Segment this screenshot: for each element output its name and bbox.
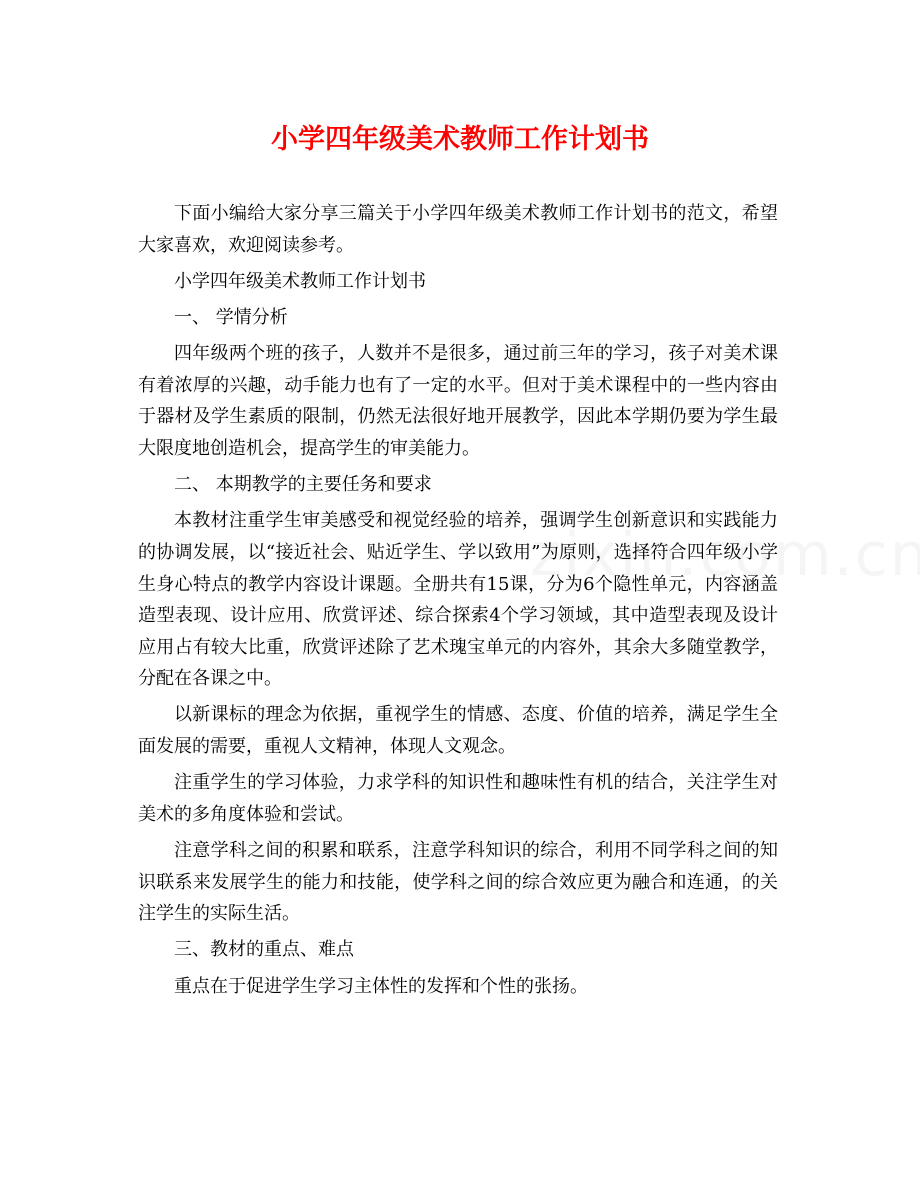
section-heading-3: 三、教材的重点、难点 [174, 939, 354, 961]
paragraph-key-points: 重点在于促进学生学习主体性的发挥和个性的张扬。 [174, 975, 588, 997]
document-body [138, 198, 778, 1007]
paragraph-curriculum: 以新课标的理念为依据，重视学生的情感、态度、价值的培养，满足学生全面发展的需要，重视人文精神，体现人文观念。 [138, 704, 778, 758]
section-heading-1: 一、 学情分析 [174, 306, 288, 328]
paragraph-interdisciplinary: 注意学科之间的积累和联系，注意学科知识的综合，利用不同学科之间的知识联系来发展学生的能力和技能，使学科之间的综合效应更为融合和连通，的关注学生的实际生活。 [138, 840, 778, 925]
intro-paragraph: 下面小编给大家分享三篇关于小学四年级美术教师工作计划书的范文，希望大家喜欢，欢迎阅读参考。 [138, 203, 778, 256]
paragraph-student-analysis: 四年级两个班的孩子，人数并不是很多，通过前三年的学习，孩子对美术课有着浓厚的兴趣，动手能力也有了一定的水平。但对于美术课程中的一些内容由于器材及学生素质的限制，仍然无法很好地开展教学，因此本学期仍要为学生最大限度地创造机会，提高学生的审美能力。 [138, 343, 778, 459]
paragraph-textbook: 本教材注重学生审美感受和视觉经验的培养，强调学生创新意识和实践能力的协调发展，以“接近社会、贴近学生、学以致用”为原则，选择符合四年级小学生身心特点的教学内容设计课题。全册共有15课，分为6个隐性单元，内容涵盖造型表现、设计应用、欣赏评述、综合探索4个学习领域，其中造型表现及设计应用占有较大比重，欣赏评述除了艺术瑰宝单元的内容外，其余大多随堂教学，分配在各课之中。 [138, 510, 778, 690]
section-heading-2: 二、 本期教学的主要任务和要求 [174, 474, 432, 496]
subtitle-paragraph: 小学四年级美术教师工作计划书 [174, 270, 426, 292]
paragraph-experience: 注重学生的学习体验，力求学科的知识性和趣味性有机的结合，关注学生对美术的多角度体验和尝试。 [138, 772, 778, 825]
document-title: 小学四年级美术教师工作计划书 [271, 124, 649, 155]
